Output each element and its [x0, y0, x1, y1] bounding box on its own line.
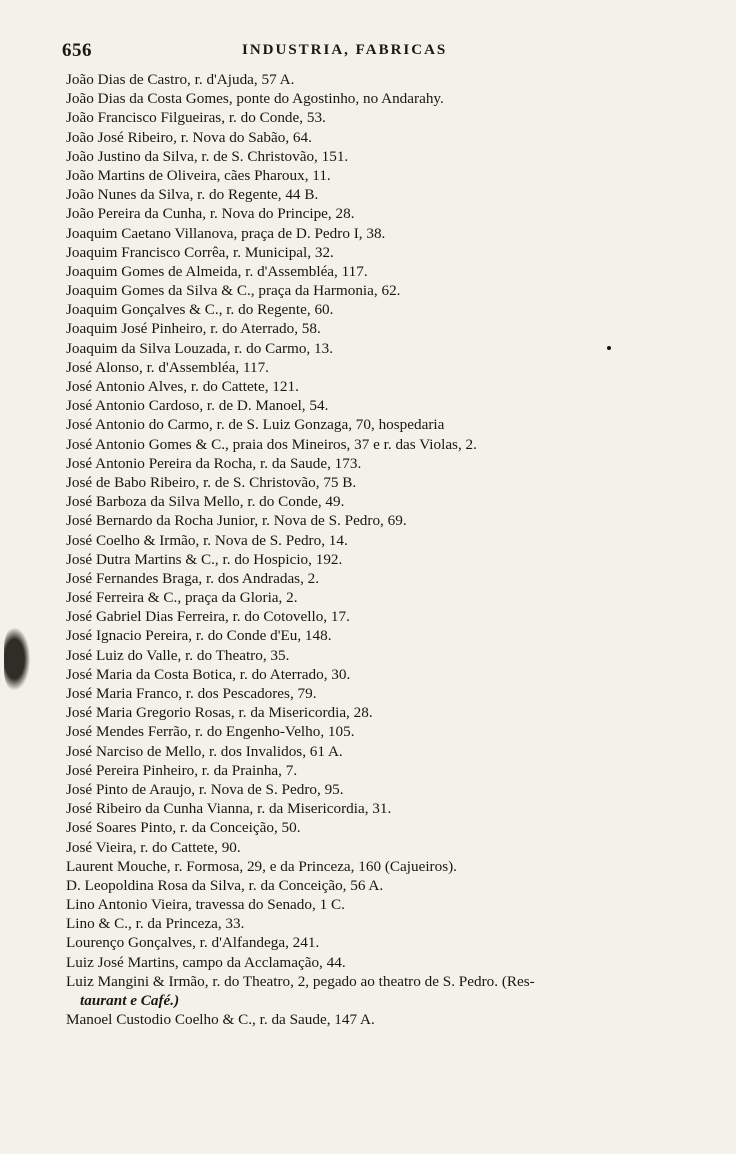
list-item: José Ferreira & C., praça da Gloria, 2. — [66, 589, 298, 607]
list-item: Manoel Custodio Coelho & C., r. da Saude, 147 A. — [66, 1011, 375, 1029]
entry-list — [66, 70, 716, 1029]
list-item: José Mendes Ferrão, r. do Engenho-Velho, 105. — [66, 723, 355, 741]
list-item: José Bernardo da Rocha Junior, r. Nova de S. Pedro, 69. — [66, 512, 407, 530]
list-item: João José Ribeiro, r. Nova do Sabão, 64. — [66, 128, 312, 146]
list-item: José Antonio Alves, r. do Cattete, 121. — [66, 378, 299, 395]
list-item: José Vieira, r. do Cattete, 90. — [66, 838, 241, 856]
page-number: 656 — [62, 40, 92, 61]
list-item-wrapped — [66, 972, 716, 1010]
list-item: José Barboza da Silva Mello, r. do Conde, 49. — [66, 493, 345, 511]
list-item: José Pinto de Araujo, r. Nova de S. Pedro, 95. — [66, 780, 344, 798]
list-item: Laurent Mouche, r. Formosa, 29, e da Princeza, 160 (Cajueiros). — [66, 857, 457, 875]
list-item: José Pereira Pinheiro, r. da Prainha, 7. — [66, 761, 298, 779]
list-item: José Coelho & Irmão, r. Nova de S. Pedro, 14. — [66, 531, 348, 549]
list-item: Lino & C., r. da Princeza, 33. — [66, 915, 245, 933]
list-item: João Francisco Filgueiras, r. do Conde, 53. — [66, 109, 326, 127]
wrapped-entry-first-line: Luiz Mangini & Irmão, r. do Theatro, 2, pegado ao theatro de S. Pedro. (Res- — [66, 972, 535, 990]
list-item: Joaquim Francisco Corrêa, r. Municipal, 32. — [66, 243, 334, 261]
wrapped-entry-continuation: taurant e Café.) — [80, 992, 180, 1010]
binding-edge-mark — [4, 628, 30, 690]
list-item: João Justino da Silva, r. de S. Christovão, 151. — [66, 147, 349, 165]
list-item: José Antonio do Carmo, r. de S. Luiz Gonzaga, 70, hospedaria — [66, 416, 445, 434]
list-item: José Gabriel Dias Ferreira, r. do Cotovello, 17. — [66, 608, 350, 626]
list-item: José Fernandes Braga, r. dos Andradas, 2. — [66, 569, 320, 587]
list-item: José Maria Gregorio Rosas, r. da Misericordia, 28. — [66, 704, 373, 722]
list-item: Joaquim da Silva Louzada, r. do Carmo, 13. — [66, 339, 333, 357]
list-item: João Dias da Costa Gomes, ponte do Agostinho, no Andarahy. — [66, 90, 444, 108]
list-item: Lino Antonio Vieira, travessa do Senado, 1 C. — [66, 896, 345, 914]
list-item: José Ribeiro da Cunha Vianna, r. da Misericordia, 31. — [66, 800, 392, 818]
list-item: José Maria da Costa Botica, r. do Aterrado, 30. — [66, 665, 351, 683]
list-item: João Pereira da Cunha, r. Nova do Principe, 28. — [66, 205, 355, 223]
list-item: José Antonio Pereira da Rocha, r. da Saude, 173. — [66, 454, 362, 472]
list-item: José Luiz do Valle, r. do Theatro, 35. — [66, 646, 290, 664]
list-item: José Narciso de Mello, r. dos Invalidos, 61 A. — [66, 742, 343, 760]
list-item: José Alonso, r. d'Assembléa, 117. — [66, 358, 269, 376]
list-item: Joaquim Gomes de Almeida, r. d'Assembléa, 117. — [66, 262, 368, 280]
running-title: INDUSTRIA, FABRICAS — [242, 42, 448, 58]
list-item: Joaquim Gomes da Silva & C., praça da Harmonia, 62. — [66, 282, 401, 300]
list-item: José Soares Pinto, r. da Conceição, 50. — [66, 819, 301, 837]
list-item: José Antonio Gomes & C., praia dos Mineiros, 37 e r. das Violas, 2. — [66, 435, 477, 453]
list-item: José Antonio Cardoso, r. de D. Manoel, 54. — [66, 397, 329, 415]
list-item: José de Babo Ribeiro, r. de S. Christovão, 75 B. — [66, 473, 357, 491]
list-item: Luiz José Martins, campo da Acclamação, 44. — [66, 953, 346, 971]
list-item: João Nunes da Silva, r. do Regente, 44 B. — [66, 186, 319, 204]
print-speck — [607, 346, 611, 350]
list-item: José Maria Franco, r. dos Pescadores, 79. — [66, 685, 317, 702]
list-item: João Martins de Oliveira, cães Pharoux, 11. — [66, 166, 331, 184]
list-item: José Ignacio Pereira, r. do Conde d'Eu, 148. — [66, 627, 332, 645]
page-header — [62, 40, 702, 64]
list-item: Joaquim José Pinheiro, r. do Aterrado, 58. — [66, 320, 321, 338]
list-item: Lourenço Gonçalves, r. d'Alfandega, 241. — [66, 934, 320, 952]
list-item: José Dutra Martins & C., r. do Hospicio, 192. — [66, 550, 343, 568]
list-item: Joaquim Caetano Villanova, praça de D. Pedro I, 38. — [66, 224, 386, 242]
list-item: Joaquim Gonçalves & C., r. do Regente, 60. — [66, 301, 334, 319]
list-item: D. Leopoldina Rosa da Silva, r. da Conceição, 56 A. — [66, 876, 384, 894]
list-item: João Dias de Castro, r. d'Ajuda, 57 A. — [66, 71, 295, 88]
